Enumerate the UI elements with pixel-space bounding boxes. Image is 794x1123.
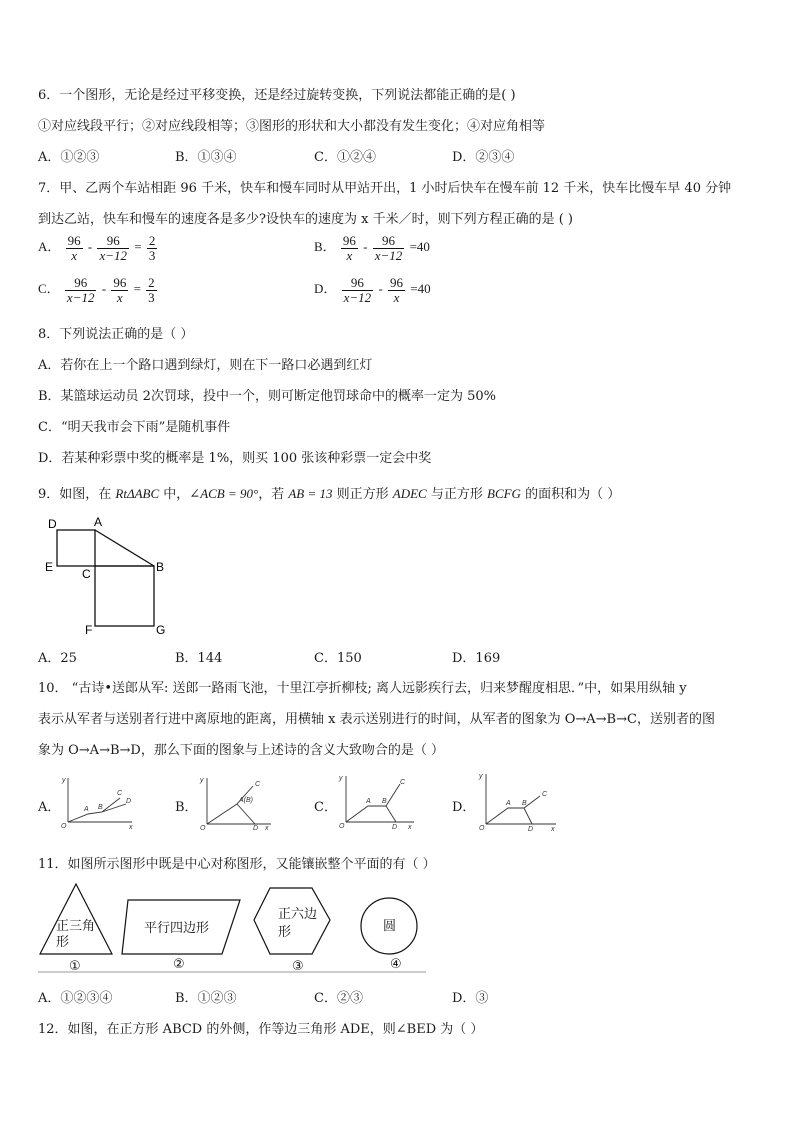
- q6-option-d: D．②③④: [452, 150, 515, 165]
- svg-text:A(B): A(B): [239, 797, 253, 804]
- svg-text:形: 形: [56, 934, 70, 949]
- q7-stem-line2: 到达乙站，快车和慢车的速度各是多少?设快车的速度为 x 千米／时，则下列方程正确的是 ( ): [38, 212, 573, 227]
- q7-option-b: B． $\frac{96}{x}$ - $\frac{96}{x-12}$ =40: [314, 233, 430, 263]
- q10-option-c-label: C．: [314, 800, 337, 815]
- q10-option-b-label: B．: [175, 800, 198, 815]
- svg-text:D: D: [392, 824, 398, 831]
- svg-text:正六边: 正六边: [278, 906, 318, 921]
- q11-option-c: C．②③: [314, 991, 363, 1006]
- q8-option-b: B．某篮球运动员 2次罚球，投中一个，则可断定他罚球命中的概率一定为 50%: [38, 389, 496, 404]
- q6-stem: 6．一个图形，无论是经过平移变换，还是经过旋转变换，下列说法都能正确的是( ): [38, 88, 516, 103]
- label-f: F: [85, 623, 93, 637]
- svg-text:D: D: [528, 826, 534, 832]
- q8-stem: 8．下列说法正确的是（ ）: [38, 327, 194, 342]
- svg-text:O: O: [200, 825, 206, 830]
- q9-option-c: C．150: [314, 651, 362, 666]
- square-adec: [57, 530, 95, 566]
- svg-text:B: B: [382, 798, 387, 805]
- svg-text:O: O: [479, 825, 485, 832]
- svg-text:y: y: [479, 773, 483, 780]
- svg-text:C: C: [117, 790, 123, 797]
- svg-text:y: y: [200, 777, 204, 784]
- hypotenuse-ab: [95, 530, 154, 566]
- svg-text:C: C: [255, 781, 261, 788]
- label-e: E: [45, 560, 54, 574]
- svg-text:正三角: 正三角: [56, 918, 96, 933]
- svg-text:A: A: [506, 800, 511, 807]
- q10-option-a-label: A．: [38, 800, 61, 815]
- q11-option-d: D．③: [452, 991, 489, 1006]
- q6-option-c: C．①②④: [314, 150, 376, 165]
- q11-figure: [38, 880, 428, 974]
- label-g: G: [156, 623, 166, 637]
- label-d: D: [48, 517, 57, 531]
- label-b: B: [156, 560, 165, 574]
- svg-text:y: y: [339, 775, 343, 782]
- label-a: A: [94, 515, 103, 529]
- q10-stem-line3: 象为 O→A→B→D，那么下面的图象与上述诗的含义大致吻合的是（ ）: [38, 743, 444, 758]
- q6-statements: ①对应线段平行；②对应线段相等；③图形的形状和大小都没有发生变化；④对应角相等: [38, 119, 546, 134]
- q11-option-b: B．①②③: [175, 991, 237, 1006]
- svg-text:A: A: [84, 806, 89, 813]
- q10-option-d-label: D．: [452, 800, 476, 815]
- svg-text:y: y: [62, 777, 66, 784]
- svg-text:平行四边形: 平行四边形: [144, 920, 210, 935]
- q6-option-b: B．①③④: [175, 150, 237, 165]
- q9-option-b: B．144: [175, 651, 223, 666]
- svg-text:A: A: [366, 798, 371, 805]
- shape-hexagon: [254, 888, 330, 954]
- q10-graph-d: [476, 770, 560, 832]
- svg-text:D: D: [126, 798, 132, 805]
- svg-text:x: x: [551, 826, 555, 832]
- svg-text:D: D: [253, 825, 259, 830]
- q10-graph-a: [60, 774, 136, 830]
- svg-text:B: B: [522, 800, 527, 807]
- svg-text:O: O: [339, 823, 345, 830]
- label-c: C: [82, 567, 91, 581]
- svg-text:②: ②: [173, 956, 185, 971]
- q7-option-d: D． $\frac{96}{x-12}$ - $\frac{96}{x}$ =40: [314, 275, 431, 305]
- svg-text:C: C: [542, 791, 548, 798]
- q10-graph-b: [197, 774, 273, 830]
- svg-text:圆: 圆: [383, 918, 397, 933]
- svg-text:形: 形: [278, 924, 292, 939]
- q10-stem-line2: 表示从军者与送别者行进中离原地的距离，用横轴 x 表示送别进行的时间，从军者的图象为 O→A→B→C，送别者的图: [38, 712, 715, 727]
- q11-stem: 11．如图所示图形中既是中心对称图形，又能镶嵌整个平面的有（ ）: [38, 857, 436, 872]
- q7-stem-line1: 7．甲、乙两个车站相距 96 千米，快车和慢车同时从甲站开出，1 小时后快车在慢车前 12 千米，快车比慢车早 40 分钟: [38, 181, 732, 196]
- q12-stem: 12．如图，在正方形 ABCD 的外侧，作等边三角形 ADE，则∠BED 为（ ）: [38, 1022, 484, 1037]
- svg-text:O: O: [61, 823, 67, 830]
- svg-text:④: ④: [390, 956, 402, 971]
- svg-text:x: x: [265, 825, 269, 830]
- q8-option-c: C．“明天我市会下雨”是随机事件: [38, 420, 231, 435]
- svg-text:C: C: [400, 779, 406, 786]
- square-bcfg: [95, 566, 154, 626]
- q8-option-a: A．若你在上一个路口遇到绿灯，则在下一路口必遇到红灯: [38, 358, 373, 373]
- q7-option-c: C． $\frac{96}{x-12}$ - $\frac{96}{x}$ = $\frac{2}{3}$: [38, 275, 155, 305]
- svg-text:x: x: [129, 824, 133, 830]
- svg-text:B: B: [98, 804, 103, 811]
- q11-option-a: A．①②③④: [38, 991, 113, 1006]
- svg-text:③: ③: [292, 958, 304, 973]
- q9-option-a: A．25: [38, 651, 77, 666]
- q10-graph-c: [336, 772, 416, 832]
- q9-stem: 9．如图，在 RtΔABC 中，∠ACB = 90°，若 AB = 13 则正方形 ADEC 与正方形 BCFG 的面积和为（ ）: [38, 486, 621, 502]
- q9-figure: [40, 512, 180, 640]
- svg-text:①: ①: [69, 958, 81, 973]
- svg-text:x: x: [408, 824, 412, 831]
- q6-option-a: A．①②③: [38, 150, 100, 165]
- q9-option-d: D．169: [452, 651, 501, 666]
- q7-option-a: A． $\frac{96}{x}$ - $\frac{96}{x-12}$ = $\frac{2}{3}$: [38, 233, 156, 263]
- q8-option-d: D．若某种彩票中奖的概率是 1%，则买 100 张该种彩票一定会中奖: [38, 451, 432, 466]
- q10-stem-line1: 10． “古诗•送郎从军: 送郎一路雨飞池，十里江亭折柳枝; 离人远影疾行去，归来梦醒度相思．”中，如果用纵轴 y: [38, 681, 687, 696]
